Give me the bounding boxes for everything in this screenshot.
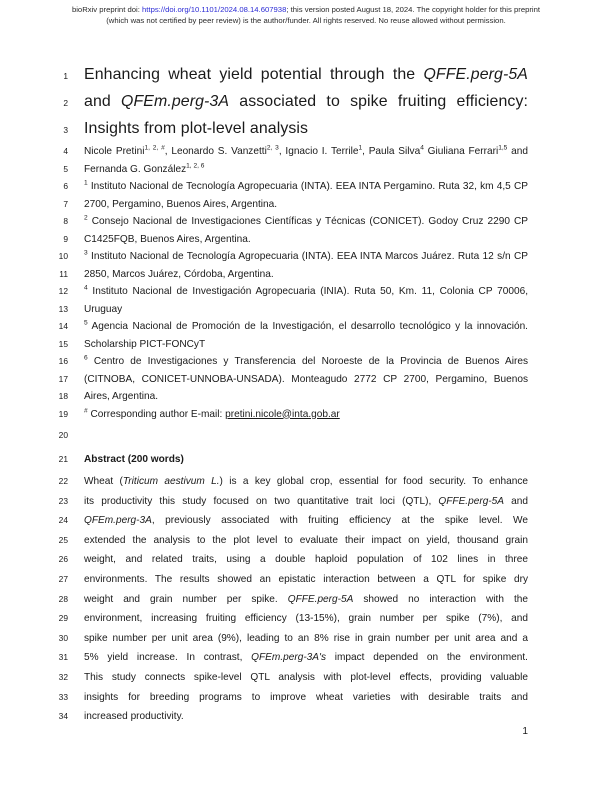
line-19 — [54, 406, 528, 424]
text-segment: weight, and related traits, using a double haploid population of 102 lines in three — [84, 554, 528, 566]
line-number: 23 — [58, 495, 68, 506]
text-segment: Consejo Nacional de Investigaciones Científicas y Técnicas (CONICET). Godoy Cruz 2290 CP — [87, 216, 528, 227]
line-26 — [54, 550, 528, 570]
line-number: 32 — [58, 671, 68, 682]
text-segment: (CITNOBA, CONICET-UNNOBA-UNSADA). Monteagudo 2772 CP 2700, Pergamino, Buenos — [84, 373, 528, 385]
text-segment: 4 — [84, 284, 88, 292]
line-8 — [54, 213, 528, 231]
line-7 — [54, 196, 528, 214]
notice-suffix: ; this version posted August 18, 2024. The copyright holder for this preprint — [286, 5, 541, 14]
line-text — [84, 248, 528, 266]
text-segment: Insights from plot-level analysis — [84, 120, 309, 137]
line-10 — [54, 248, 528, 266]
line-text — [84, 668, 528, 688]
line-32 — [54, 668, 528, 688]
text-segment: and — [504, 495, 528, 507]
text-segment: 1,5 — [498, 144, 508, 152]
text-segment: its productivity this study focused on two quantitative trait loci (QTL), — [84, 495, 439, 507]
line-30 — [54, 629, 528, 649]
line-text — [84, 590, 528, 610]
line-number: 26 — [58, 554, 68, 565]
line-number: 19 — [58, 408, 68, 419]
line-number: 24 — [58, 515, 68, 526]
line-text — [84, 161, 528, 179]
text-segment: QFFE.perg-5A — [287, 593, 354, 605]
line-29 — [54, 609, 528, 629]
line-text — [84, 283, 528, 301]
text-segment: QFEm.perg-3A — [84, 515, 152, 527]
page-number: 1 — [522, 726, 528, 737]
line-5 — [54, 161, 528, 179]
text-segment: 2 — [84, 214, 88, 222]
line-number: 6 — [63, 181, 68, 191]
line-number: 2 — [63, 98, 68, 108]
text-segment: QFEm.perg-3A's — [251, 652, 327, 664]
doi-link[interactable]: https://doi.org/10.1101/2024.08.14.607938 — [142, 5, 287, 14]
line-23 — [54, 492, 528, 512]
text-segment: 1, 2, # — [144, 144, 165, 152]
text-segment: Centro de Investigaciones y Transferencia del Noroeste de la Provincia de Buenos Aires — [87, 356, 528, 367]
text-segment: 1 — [84, 179, 88, 187]
text-segment: spike number per unit area (9%), leading to an 8% rise in grain number per unit area and a — [84, 632, 528, 644]
line-text — [84, 318, 528, 336]
text-segment: insights for breeding programs to improve wheat varieties with desirable traits and — [84, 691, 528, 703]
line-25 — [54, 531, 528, 551]
line-number: 27 — [58, 573, 68, 584]
line-20 — [54, 423, 528, 447]
line-number: 4 — [63, 146, 68, 156]
line-text — [84, 62, 528, 88]
line-text — [84, 301, 528, 319]
text-segment: 2850, Marcos Juárez, Córdoba, Argentina. — [84, 268, 274, 280]
line-number: 25 — [58, 534, 68, 545]
line-number: 20 — [58, 430, 68, 440]
line-number: 22 — [58, 476, 68, 486]
text-segment: , Ignacio I. Terrile — [278, 146, 359, 157]
line-number: 18 — [58, 391, 68, 401]
line-text — [84, 531, 528, 551]
line-number: 16 — [58, 356, 68, 366]
line-21 — [54, 447, 528, 472]
line-text — [84, 447, 528, 472]
line-text — [84, 231, 528, 249]
line-11 — [54, 266, 528, 284]
line-text — [84, 336, 528, 354]
line-text — [84, 707, 528, 727]
line-text — [84, 266, 528, 284]
line-number: 28 — [58, 593, 68, 604]
line-18 — [54, 388, 528, 406]
text-segment: ) is a key global crop, essential for food security. To enhance — [219, 476, 528, 487]
line-33 — [54, 688, 528, 708]
line-number: 11 — [59, 268, 68, 279]
line-number: 3 — [63, 125, 68, 135]
text-segment: Enhancing wheat yield potential through the — [84, 66, 424, 83]
line-text — [84, 371, 528, 389]
line-28 — [54, 590, 528, 610]
text-segment: 5% yield increase. In contrast, — [84, 652, 252, 664]
text-segment: Instituto Nacional de Tecnología Agropecuaria (INTA). EEA INTA Pergamino. Ruta 32, km 4,5 CP — [87, 181, 528, 192]
line-text — [84, 648, 528, 668]
line-number: 21 — [58, 454, 68, 464]
line-22 — [54, 472, 528, 492]
line-text — [84, 629, 528, 649]
line-text — [84, 492, 528, 512]
line-16 — [54, 353, 528, 371]
line-12 — [54, 283, 528, 301]
text-segment: Fernanda G. González — [84, 163, 187, 175]
line-text — [84, 406, 528, 424]
line-number: 33 — [58, 691, 68, 702]
line-2 — [54, 89, 528, 116]
preprint-notice — [0, 5, 612, 26]
text-segment: Scholarship PICT-FONCyT — [84, 338, 206, 350]
text-segment: 2, 3 — [266, 144, 279, 152]
text-segment: Instituto Nacional de Investigación Agropecuaria (INIA). Ruta 50, Km. 11, Colonia CP 70006, — [87, 286, 528, 297]
line-number: 30 — [58, 632, 68, 643]
line-text — [84, 609, 528, 629]
line-number: 13 — [58, 303, 68, 314]
line-text — [84, 143, 528, 161]
text-segment: Instituto Nacional de Tecnología Agropecuaria (INTA). EEA INTA Marcos Juárez. Ruta 12 s/n CP — [87, 251, 528, 262]
text-segment: # — [84, 407, 88, 415]
text-segment: impact depended on the environment. — [326, 652, 528, 664]
line-number: 1 — [63, 71, 68, 81]
line-text — [84, 213, 528, 231]
text-segment: Wheat ( — [84, 476, 123, 487]
text-segment: increased productivity. — [84, 711, 184, 723]
line-15 — [54, 336, 528, 354]
notice-prefix: bioRxiv preprint doi: — [71, 5, 143, 14]
text-segment: Agencia Nacional de Promoción de la Investigación, el desarrollo tecnológico y la innovación. — [87, 321, 528, 332]
line-number: 15 — [58, 338, 68, 349]
line-3 — [54, 116, 528, 143]
text-segment: QFFE.perg-5A — [438, 495, 505, 507]
text-segment: Nicole Pretini — [84, 146, 145, 157]
line-number: 14 — [58, 321, 68, 331]
line-6 — [54, 178, 528, 196]
text-segment: , previously associated with fruiting efficiency at the spike level. We — [151, 515, 528, 527]
line-1 — [54, 62, 528, 89]
text-segment: 3 — [84, 249, 88, 257]
text-segment: 6 — [84, 354, 88, 362]
line-number: 29 — [58, 613, 68, 624]
text-segment: weight and grain number per spike. — [84, 593, 288, 605]
line-number: 12 — [58, 286, 68, 296]
line-27 — [54, 570, 528, 590]
line-17 — [54, 371, 528, 389]
preprint-notice-line1 — [0, 5, 612, 16]
text-segment: associated to spike fruiting efficiency: — [229, 93, 529, 110]
text-segment: QFFE.perg-5A — [423, 66, 528, 83]
line-number: 5 — [63, 163, 68, 174]
line-text — [84, 570, 528, 590]
line-text — [84, 89, 528, 115]
line-text — [84, 178, 528, 196]
line-number: 31 — [58, 652, 68, 663]
line-text — [84, 388, 528, 406]
line-4 — [54, 143, 528, 161]
text-segment: Corresponding author E-mail: — [87, 408, 226, 420]
text-segment: environments. The results showed an epistatic interaction between a QTL for spike dry — [84, 573, 528, 585]
text-segment: , Paula Silva — [362, 146, 421, 157]
text-segment: Uruguay — [84, 303, 123, 315]
text-segment: , Leonardo S. Vanzetti — [164, 146, 267, 157]
line-9 — [54, 231, 528, 249]
manuscript-lines — [54, 62, 528, 727]
line-text — [84, 196, 528, 214]
text-segment: 2700, Pergamino, Buenos Aires, Argentina. — [84, 198, 278, 210]
line-24 — [54, 511, 528, 531]
text-segment: C1425FQB, Buenos Aires, Argentina. — [84, 233, 251, 245]
text-segment: Triticum aestivum L. — [122, 476, 220, 487]
text-segment: This study connects spike-level QTL analysis with plot-level effects, providing valuable — [84, 671, 528, 683]
line-number: 7 — [63, 198, 68, 209]
text-segment: Aires, Argentina. — [84, 391, 159, 402]
line-number: 10 — [58, 251, 68, 261]
line-number: 8 — [63, 216, 68, 226]
line-text — [84, 688, 528, 708]
text-segment: Abstract (200 words) — [84, 454, 184, 465]
email-link[interactable]: pretini.nicole@inta.gob.ar — [225, 408, 340, 420]
line-number: 9 — [63, 233, 68, 244]
text-segment: 5 — [84, 319, 88, 327]
line-text — [84, 511, 528, 531]
line-text — [84, 353, 528, 371]
text-segment: and — [84, 93, 122, 110]
line-31 — [54, 648, 528, 668]
line-number: 34 — [58, 711, 68, 722]
line-text — [84, 116, 528, 142]
text-segment: environment, increasing fruiting efficiency (13-15%), grain number per spike (7%), and — [84, 613, 528, 625]
line-13 — [54, 301, 528, 319]
text-segment: 1, 2, 6 — [186, 162, 205, 170]
text-segment: Giuliana Ferrari — [423, 146, 499, 157]
preprint-notice-line2: (which was not certified by peer review) is the author/funder. All rights reserved. No reuse allowed without permission. — [106, 15, 506, 25]
line-34 — [54, 707, 528, 727]
line-number: 17 — [58, 373, 68, 384]
text-segment: 4 — [420, 144, 424, 152]
text-segment: showed no interaction with the — [353, 593, 528, 605]
text-segment: QFEm.perg-3A — [121, 93, 230, 110]
line-text — [84, 550, 528, 570]
line-text — [84, 472, 528, 492]
line-14 — [54, 318, 528, 336]
text-segment: 1 — [358, 144, 363, 152]
text-segment: extended the analysis to the plot level to evaluate their impact on yield, thousand grain — [84, 534, 528, 546]
text-segment: and — [507, 146, 528, 157]
